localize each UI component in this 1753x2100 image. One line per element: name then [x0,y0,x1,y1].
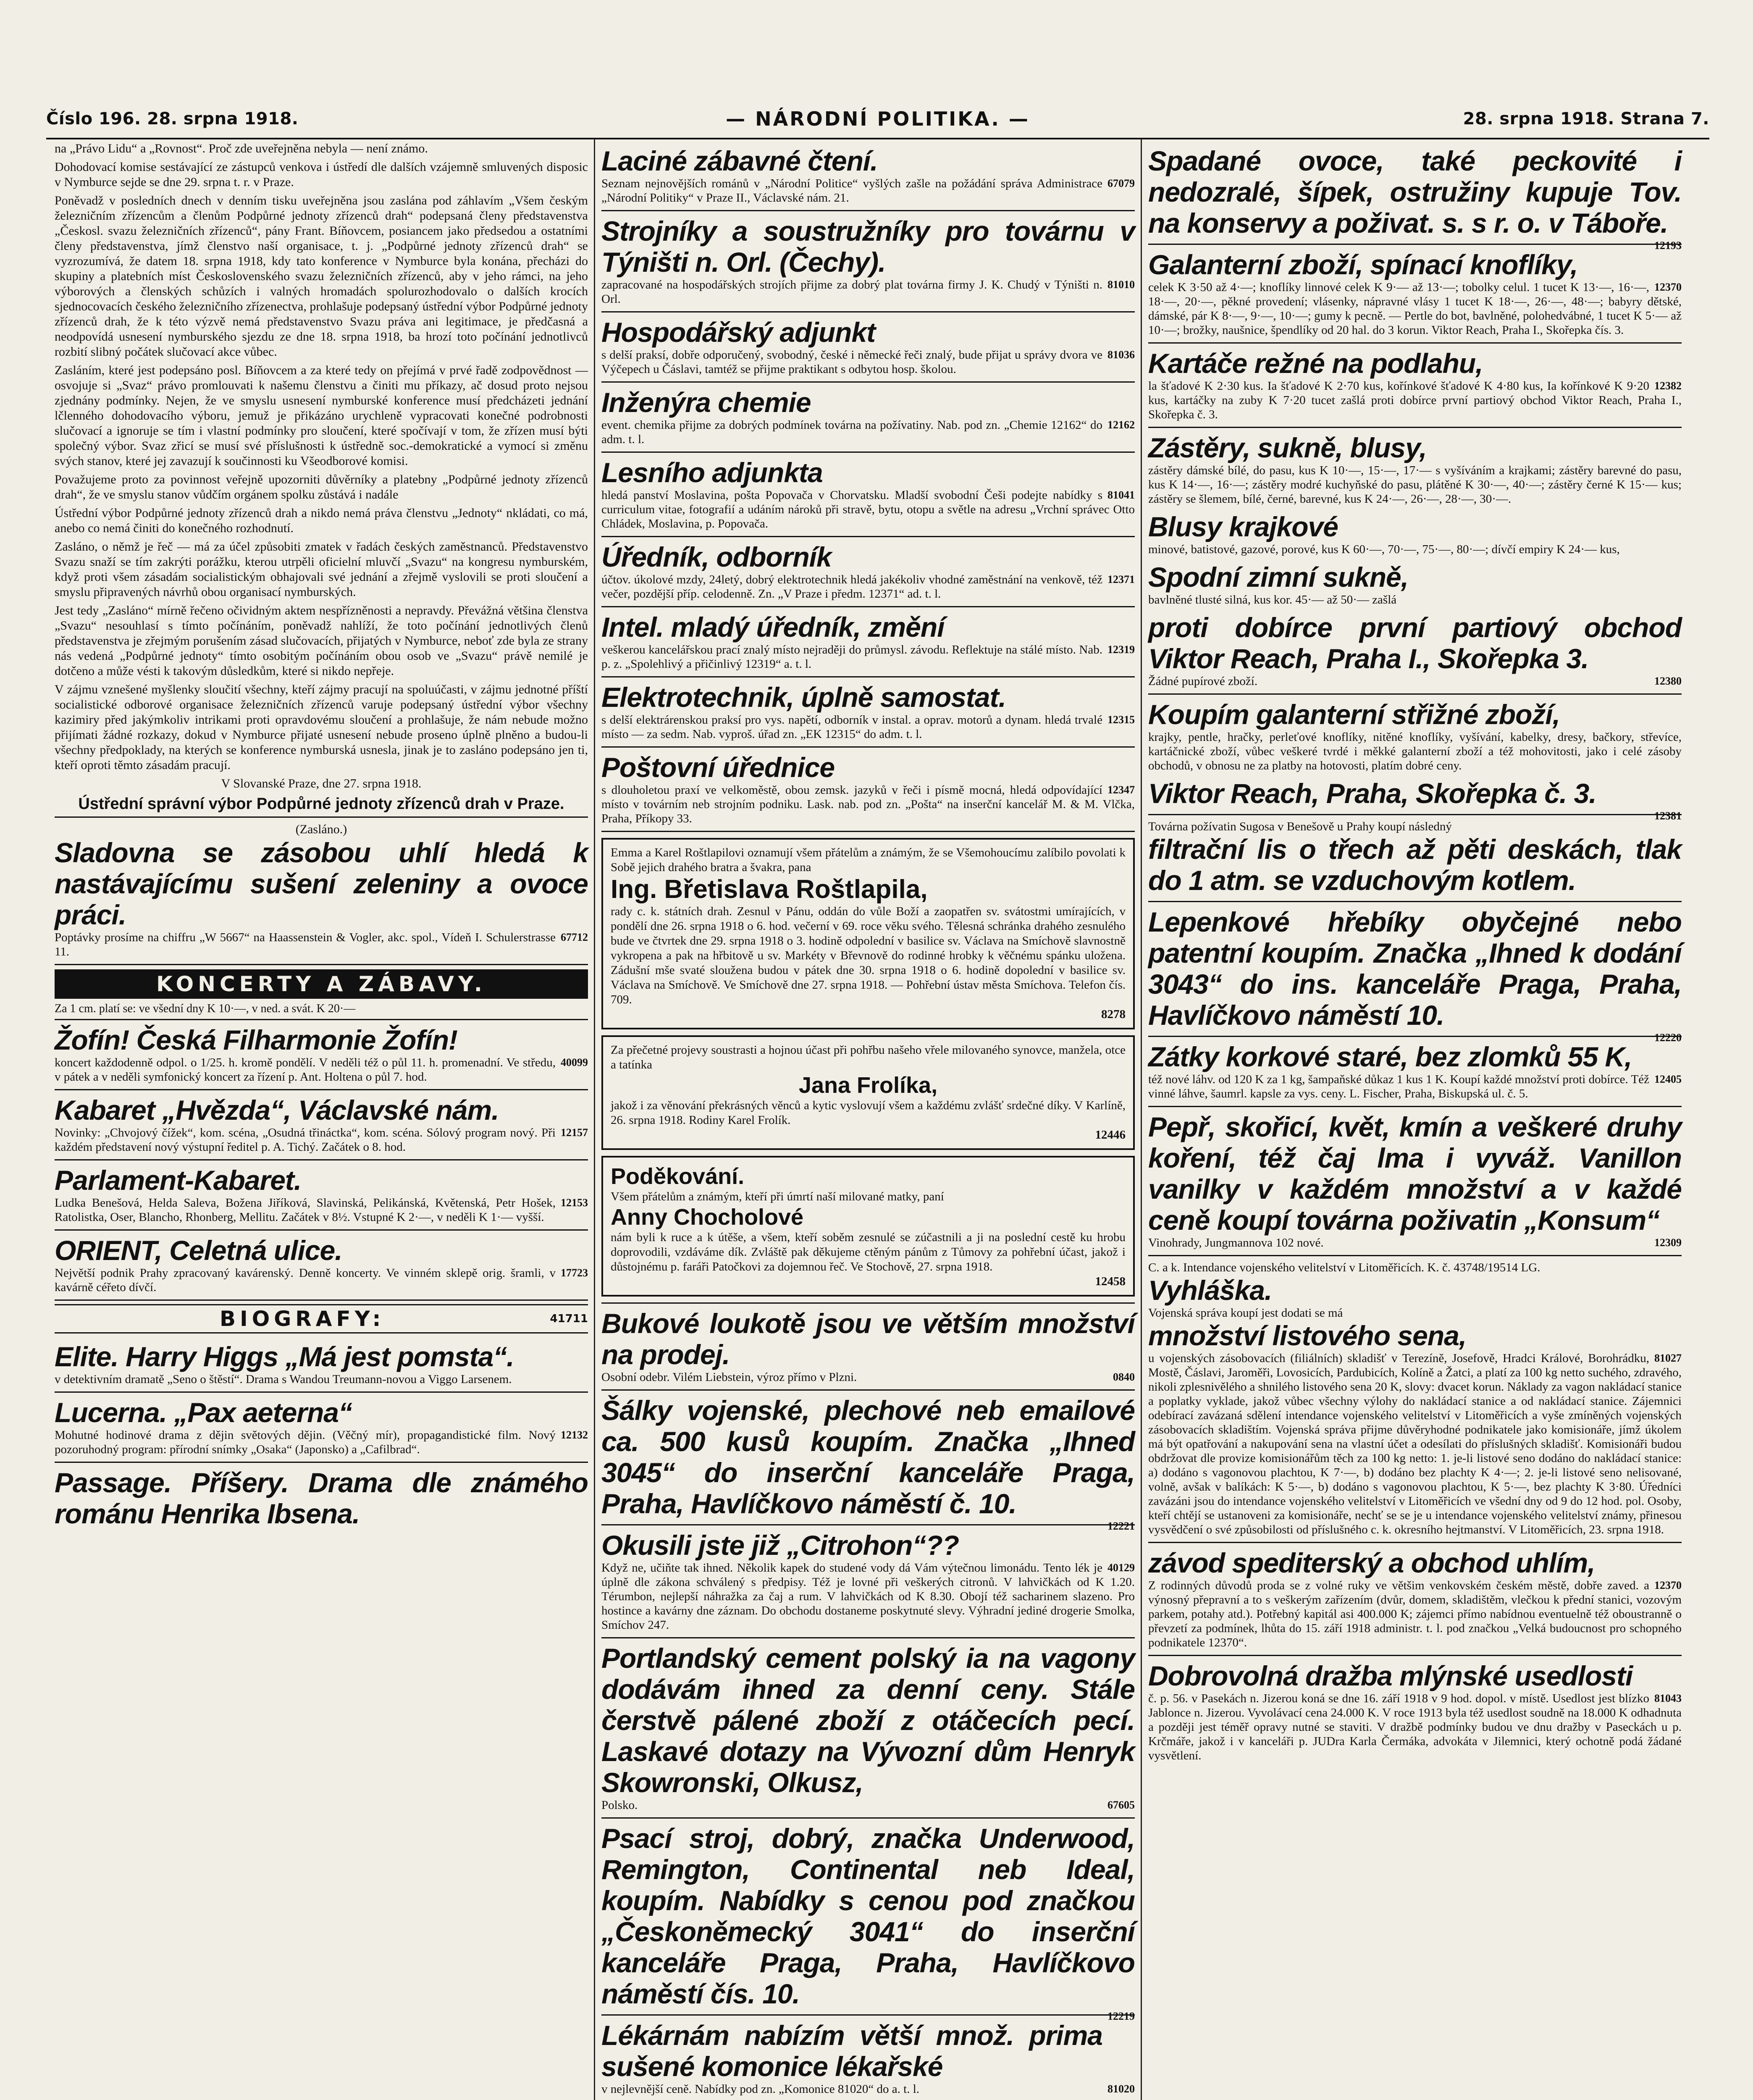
ad-number: 41711 [550,1312,588,1325]
ad-headline: Dobrovolná dražba mlýnské usedlosti [1148,1660,1633,1691]
ad-text: minové, batistové, gazové, porové, kus K 60·—, 70·—, 75·—, 80·—; dívčí empiry K 24·— kus, [1148,543,1620,556]
notice-body: rady c. k. státních drah. Zesnul v Pánu, oddán do vůle Boží a zaopatřen sv. svátostmi umírajících, v pondělí dne 26. srpna 1918 o 6. hod. večerní v 69. roce věku svého. Tělesná schránka drahého zesnulého bude ve čtvrtek dne 29. srpna 1918 o 3. hodině odpolední v basilice sv. Václava na Smíchově slavnostně vykropena a pak na hřbitově u sv. Markéty v Břevnově do rodinné hrobky k věčnému spánku uložena. Zádušní mše svaté sloužena budou v pátek dne 30. srpna 1918 o 6. hodině dopolední v basilice sv. Václava na Smíchově. Ve Smíchově dne 27. srpna 1918. — Pohřební ústav města Smíchova. Telefon čís. 709. [611,905,1126,1006]
notice-intro: Emma a Karel Roštlapilovi oznamují všem přátelům a známým, že se Všemohoucímu zalíbilo povolati k Sobě jejich drahého bratra a švakra, pana [611,846,1126,874]
ad-text: bavlněné tlusté silná, kus kor. 45·— až 50·— zašlá [1148,593,1397,606]
ad-headline: Úředník, odborník [601,541,832,572]
classified-ad [601,141,1135,211]
classified-ad [1148,1656,1682,1768]
ad-headline: proti dobírce první partiový obchod Viktor Reach, Praha I., Skořepka 3. [1148,612,1682,674]
ad-headline: Passage. Příšery. Drama dle známého románu Henrika Ibsena. [55,1467,588,1529]
ad-number: 81027 [1654,1352,1682,1364]
notice-sub: Vojenská správa koupí jest dodati se má [1148,1306,1343,1320]
ad-text: v detektivním dramatě „Seno o štěstí“. Drama s Wandou Treumann-novou a Viggo Larsenem. [55,1373,512,1386]
ad-number: 12370 [1654,281,1682,293]
ad-text: Poptávky prosíme na chiffru „W 5667“ na Haassenstein & Vogler, akc. spol., Vídeň I. Schulerstrasse 11. [55,931,556,958]
ad-headline: Inženýra chemie [601,387,811,418]
ad-text: celek K 3·50 až 4·—; knoflíky linnové celek K 9·— až 13·—; tobolky celul. 1 tucet K 13·—, 16·—, 18·—, 20·—, pěkné provedení; vlásenky, nápravné vlásy 1 tucet K 18·—, 26·—, 48·—; babyry dětské, dámské, pár K 8·—, 9·—, 10·—; gumy k pecně. — Pertle do bot, bavlněné, polohedvábné, 1 tucet K 5·— až 10·—; brožky, naušnice, špendlíky od 20 hal. do 3 korun. Viktor Reach, Praha I., Skořepka čís. 3. [1148,281,1682,337]
ad-headline: Spadané ovoce, také peckovité i nedozralé, šípek, ostružiny kupuje Tov. na konservy a poživat. s. s r. o. v Táboře. [1148,145,1682,239]
ad-text: s delší elektrárenskou praksí pro vys. napětí, odborník v instal. a oprav. motorů a dynam. hledá trvalé místo — za sedm. Nab. vyproš. úřad zn. „EK 12315“ do adm. t. l. [601,713,1102,741]
ad-number: 12162 [1107,419,1135,431]
classified-ad [55,1393,588,1463]
classified-ad [55,1231,588,1301]
ad-headline: Zátky korkové staré, bez zlomků 55 K, [1148,1041,1632,1072]
ad-headline: Strojníky a soustružníky pro továrnu v Týništi n. Orl. (Čechy). [601,215,1135,278]
article-paragraph: na „Právo Lidu“ a „Rovnost“. Proč zde uveřejněna nebyla — není známo. [55,142,428,155]
section-title: BIOGRAFY: [220,1307,385,1331]
ad-number: 12382 [1654,380,1682,392]
ad-headline: Intel. mladý úředník, změní [601,612,945,643]
ad-number: 12132 [561,1429,588,1441]
masthead: — NÁRODNÍ POLITIKA. — [726,108,1030,130]
ad-number: 12458 [1095,1275,1126,1288]
article-paragraph: Zasláno, o němž je řeč — má za účel způsobiti zmatek v řadách českých zaměstnanců. Představenstvo Svazu snaží se tím zakrýti porážku, kterou utrpěli oficielní mluvčí „Svazu“ na kongresu nymburském, když proti všem zásadám socialistickým obhajovali své jednání a zřejmě vyslovili se proti sloučení a smyslu připravených návrhů obou organisací nymburských. [55,540,588,599]
ad-headline: Šálky vojenské, plechové neb emailové ca. 500 kusů koupím. Značka „Ihned 3045“ do inserční kanceláře Praga, Praha, Havlíčkovo náměstí č. 10. [601,1395,1135,1519]
notice-body: u vojenských zásobovacích (filiálních) skladišť v Terezíně, Josefově, Hradci Králové, Borohrádku, Mostě, Čáslavi, Jaroměři, Lovosicích, Pardubicích, Kolíně a Žatci, a platí za 100 kg netto suchého, zdravého, nikoli zplesnivělého a shnilého listového sena 20 K, slovy: dvacet korun. Náklady za vagon nakládací stanice a poplatky vyklade, jakož vůbec všechny výlohy do nakládací stanice a od nakládací stanice. Zájemnici odebírací zavázaná sdělení intendance vojenského velitelství v Litoměřicích a vyše zmíněných vojenských zásobovacích skladištím. Vojenská správa přijme důvěryhodné podnikatele jako komisionáře, jímž úkolem má být opatřování a nakupování sena na vlastní účet a odesílati do příslušných skladišť. Komisionáři budou obdržovat dle provize komisionářům těch za 100 kg netto: 1. je-li listové seno dodáno do nakládací stanice: a) dodáno s vagonovou plachtou, K 7·—, b) dodáno bez plachty K 4·—; 2. je-li listové seno nelisované, volně, avšak v balíkách: K 5·—, b) dodáno s vagonovou plachtou, K 5·—, bez plachty K 3·80. Úředníci zavázáni jsou do intendance vojenského velitelství v Litoměřicích ve všední dny od 9 do 12 hod. pol. Osoby, kteří chtějí se ustanoveni za komisionáře, nechť se se je u intendance vojenského velitelství známy, přinesou vysvědčení o své způsobilosti od příslušného c. k. okresního hejtmanství. V Litoměřicích, 23. srpna 1918. [1148,1352,1682,1536]
page-date: 28. srpna 1918. Strana 7. [1463,109,1709,129]
ad-text: Vinohrady, Jungmannova 102 nové. [1148,1236,1324,1250]
article-paragraph: Zasláním, které jest podepsáno posl. Bíňovcem a za které tedy on přejímá v prvé řadě zodpovědnost — osvojuje si „Svaz“ právo promlouvati k našemu členstvu a činiti mu příkazy, ač dosud proto nejsou zjednány podmínky. Nejen, že ve smyslu usnesení nymburské konference musí předcházeti jednání lčlenného dohodovacího výboru, jemuž je přikázáno urychleně vypracovati konečné podrobnosti slučovací a ignoruje se tím i vlastní podmínky pro sloučení, které spočívají v tom, že zřízen musí býti společný výbor. Svaz zřicí se musí své příslušnosti k ústředně soc.-demokratické a vymocí si změnu svých stanov, které jej zavazují k součinnosti ku Všeodborové komisi. [55,363,588,468]
ad-text: veškerou kancelářskou prací znalý místo nejraději do průmysl. závodu. Reflektuje na stálé místo. Nab. p. z. „Spolehlivý a přičinlivý 12319“ a. t. l. [601,643,1102,671]
ad-text: zapracované na hospodářských strojích přijme za dobrý plat továrna firmy J. K. Chudý v Týništi n. Orl. [601,278,1102,306]
notice-intro: C. a k. Intendance vojenského velitelství v Litoměřicích. K. č. 43748/19514 LG. [1148,1261,1540,1274]
article-paragraph: Ústřední výbor Podpůrné jednoty zřízenců drah a nikdo nemá práva členstvu „Jednoty“ nkládati, co má, anebo co nemá činiti do konečného rozhodnutí. [55,506,588,535]
classified-ad [1148,778,1682,822]
ad-text: též nové láhv. od 120 K za 1 kg, šampaňské důkaz 1 kus 1 K. Koupí každé množství proti dobírce. Též vinné láhve, šaumrl. kapsle za vys. ceny. L. Fischer, Praha, Biskupská ul. č. 5. [1148,1073,1649,1100]
article-dateline: V Slovanské Praze, dne 27. srpna 1918. [221,777,422,790]
classified-ad [1148,815,1682,902]
ad-headline: Okusili jste již „Citrohon“?? [601,1530,959,1561]
ad-text: event. chemika přijme za dobrých podmínek továrna na požívatiny. Nab. pod zn. „Chemie 12162“ do adm. t. l. [601,418,1102,446]
ad-number: 12319 [1107,643,1135,656]
classified-ad [1148,344,1682,428]
ad-headline: Portlandský cement polský ia na vagony dodávám ihned za denní ceny. Stále čerstvě pálené zboží z otáčecích pecí. Laskavé dotazy na Vývozní dům Henryk Skowronski, Olkusz, [601,1643,1135,1798]
ad-headline: ORIENT, Celetná ulice. [55,1235,342,1266]
classified-ad [1148,902,1682,1044]
ad-headline: Lesního adjunkta [601,457,823,488]
ad-headline: Laciné zábavné čtení. [601,145,878,176]
ad-number: 17723 [561,1267,588,1279]
ad-number: 12371 [1107,573,1135,585]
classified-ad [1148,695,1682,778]
ad-headline: Lucerna. „Pax aeterna“ [55,1397,352,1428]
ad-number: 12347 [1107,784,1135,796]
ad-text: s dlouholetou praxí ve velkoměstě, obou zemsk. jazyků v řeči i písmě mocná, hledá odpovídající místo v továrním neb strojním podniku. Lask. nab. pod zn. „Pošta“ na inserční kancelář M. & M. Vlčka, Praha, Příkopy 33. [601,783,1135,825]
thanks-notice [601,1156,1135,1297]
ad-text: Seznam nejnovějších románů v „Národní Politice“ vyšlých zašle na požádání správa Administrace „Národní Politiky“ v Praze II., Václavské nám. 21. [601,177,1102,205]
classified-ad [55,1463,588,1534]
ad-text: Osobní odebr. Vilém Liebstein, výroz přímo v Plzni. [601,1370,857,1384]
classified-ad [1148,562,1682,612]
classified-ad [601,1819,1135,2022]
ad-text: v nejlevnější ceně. Nabídky pod zn. „Komonice 81020“ do a. t. l. [601,2082,920,2096]
article-signature: Ústřední správní výbor Podpůrné jednoty zřízenců drah v Praze. [78,795,564,813]
notice-name: Jana Frolíka, [798,1073,938,1098]
article-paragraph: Považujeme proto za povinnost veřejně upozorniti důvěrníky a platebny „Podpůrné jednoty zřízenců drah“, že ve smyslu stanov vůdčím orgánem spolku zůstává i nadále [55,472,588,501]
ad-text: Největší podnik Prahy zpracovaný kavárenský. Denně koncerty. Ve vinném sklepě orig. šramli, v kavárně céřeto dívčí. [55,1266,556,1294]
ad-headline: Parlament-Kabaret. [55,1165,302,1196]
ad-number: 81010 [1107,278,1135,291]
section-header-koncerty: KONCERTY A ZÁBAVY. [55,969,588,999]
notice-body: jakož i za věnování překrásných věnců a kytic vyslovují všem a každému zvlášť srdečné díky. V Karlíně, 26. srpna 1918. Rodiny Karel Frolík. [611,1099,1126,1127]
notice-intro: Za přečetné projevy soustrasti a hojnou účast při pohřbu našeho vřele milovaného synovce, manžela, otce a tatínka [611,1043,1126,1071]
ad-headline: Elektrotechnik, úplně samostat. [601,682,1006,713]
zaslano-label: (Zasláno.) [295,822,347,836]
ad-headline: Lékárnám nabízím větší množ. prima sušené komonice lékařské [601,2020,1102,2082]
article-paragraph: Poněvadž v posledních dnech v denním tisku uveřejněna jsou zaslána pod záhlavím „Všem českým železničním zřízencům a členům Podpůrné jednoty zřízenců drah“ podepsaná členy představenstva „Českosl. svazu železničních zřízenců“, pány Frant. Bíňovcem, posiancem jako předsedou a ostatními členy představenstva, jímž členstvo naší organisace, t. j. „Podpůrné jednoty zřízenců drah“ se vyzrozumívá, že datem 18. srpna 1918, kdy tato konference v Nymburce byla konána, přecházi do skupiny a platebních míst Československého svazu železničních zřízenců, aby v jeho rámci, na jeho výborových a členských schůzích i valných hromadách spolurozhodovalo o dalších krocích sjednocovacích českého železničního zřízenectva, prohlašuje podepsaný ústřední výbor Podpůrné jednoty zřízenců drah, že k této výzvě nemá představenstvo Svazu práva ani legitimace, je předčasná a neodpovídá usnesení nymburského sjezdu ze dne 18. srpna 1918, ba hrozí toto počínání jednotlivců rozbití slibný počátek slučovací akce vůbec. [55,194,588,359]
classified-ad [601,1525,1135,1638]
ad-headline: Žofín! Česká Filharmonie Žofín! [55,1024,458,1055]
article-paragraph: Jest tedy „Zasláno“ mírně řečeno očividným aktem nespřízněnosti a nepravdy. Převážná většina členstva „Svazu“ nesouhlasí s tímto počínáním, poněvadž nahlíží, že toto počínání jednotlivých členů představenstva je zřejmým porušením zásad slučovacích, přijatých v Nymburce, neboť zde byla ze strany nás vedená „Podpůrné jednoty“ tímto osobitým počínáním obou osob ve „Svazu“ právě nemilé je dotčeno a může vésti k takovým důsledkům, které si nikdo nepřeje. [55,604,588,678]
ad-number: 40129 [1107,1562,1135,1574]
ad-headline: Lepenkové hřebíky obyčejné nebo patentní koupím. Značka „Ihned k dodání 3043“ do ins. kanceláře Praga, Praha, Havlíčkovo náměstí 10. [1148,906,1682,1031]
classified-ad [1148,245,1682,344]
ad-headline: Koupím galanterní střižné zboží, [1148,699,1560,730]
classified-ad [601,453,1135,537]
ad-number: 67712 [561,931,588,943]
notice-name: Anny Chocholové [611,1205,804,1230]
classified-ad [1148,1543,1682,1656]
ad-text: s delší praksí, dobře odporučený, svobodný, české i německé řeči znalý, bude přijat u správy dvora ve Výčepech u Čáslavi, tamtéž se přijme praktikant s odbytou hosp. školou. [601,348,1102,376]
article-paragraph: Dohodovací komise sestávající ze zástupců venkova i ústředí dle dalších vzájemně smluvených disposic v Nymburce sejde se dne 29. srpna t. r. v Praze. [55,160,588,189]
classified-ad [55,1020,588,1090]
ad-text: la šťadové K 2·30 kus. Ia šťadové K 2·70 kus, kořínkové šťadové K 4·80 kus, Ia kořínkové K 9·20 kus, kartáčky na zuby K 7·20 tucet zašlá proti dobírce první partiový obchod Viktor Reach, Praha I., Skořepka č. 3. [1148,379,1682,421]
ad-headline: filtrační lis o třech až pěti deskách, tlak do 1 atm. se vzduchovým kotlem. [1148,834,1682,896]
ad-headline: Poštovní úřednice [601,752,835,783]
ad-text: Z rodinných důvodů proda se z volné ruky ve většim venkovském českém městě, dobře zaved. a výnosný přepravní a to s veškerým zařízením (dvůr, domem, skladištěm, vlečkou k přední stanici, vozovým parkem, potahy atd.). Potřebný kapitál asi 400.000 K; zájemci přímo nabídnou eventuelně též oboustranně o převzetí za podmínek, lhůta do 15. září 1918 administr. t. l. pod značkou „Velká budoucnost pro schopného podnikatele 12370“. [1148,1579,1682,1649]
ad-number: 8278 [1101,1008,1126,1021]
classified-ad [601,1638,1135,1819]
ad-headline: Blusy krajkové [1148,511,1338,542]
obituary-notice [601,838,1135,1029]
classified-ad [601,1302,1135,1391]
classified-ad [601,211,1135,312]
ad-number: 67605 [1107,1799,1135,1811]
ad-number: 67079 [1107,177,1135,189]
ad-headline: Galanterní zboží, spínací knoflíky, [1148,249,1578,280]
ad-number: 12381 [1654,810,1682,822]
ad-number: 12220 [1654,1032,1682,1044]
public-notice [1148,1256,1682,1543]
ad-text: koncert každodenně odpol. o 1/25. h. kromě pondělí. V neděli též o půl 11. h. promenadní. Ve středu, v pátek a v neděli symfonický koncert za řízení p. Ant. Holtena o půl 7. hod. [55,1056,556,1084]
ad-number: 81041 [1107,489,1135,501]
ad-text: Novinky: „Chvojový čížek“, kom. scéna, „Osudná třináctka“, kom. scéna. Sólový program nový. Při každém představení nový výstupní ředitel p. A. Tichý. Začátek o 8. hod. [55,1126,556,1154]
classified-ad [1148,612,1682,695]
ad-number: 12153 [561,1197,588,1209]
ad-text: Polsko. [601,1798,638,1812]
ad-headline: Zástěry, sukně, blusy, [1148,432,1427,463]
classified-ad [601,1391,1135,1532]
page-header [46,100,1709,138]
ad-headline: Kabaret „Hvězda“, Václavské nám. [55,1095,499,1126]
notice-intro: Všem přátelům a známým, kteří při úmrtí naší milované matky, paní [611,1190,944,1203]
ad-headline: závod spediterský a obchod uhlím, [1148,1547,1595,1578]
column-middle [601,141,1135,2100]
ad-number: 40099 [561,1056,588,1068]
ad-headline: Elite. Harry Higgs „Má jest pomsta“. [55,1341,514,1372]
classified-ad [1148,1107,1682,1256]
column-divider [1141,139,1142,2100]
classified-ad [55,1090,588,1160]
classified-ad [601,607,1135,677]
ad-headline: Bukové loukotě jsou ve větším množství na prodej. [601,1308,1135,1370]
ad-text: krajky, pentle, hračky, perleťové knoflíky, nitěné knoflíky, vyšívání, kabelky, dresy, bačkory, střevíce, kartáčnické zboží, vůbec veškeré tvrdé i měkké galanterní zboží a též mohovitosti, jako i celé zásoby obchodů, v obnosu ne za platby na hotovosti, platím dobré ceny. [1148,730,1682,772]
notice-title: Poděkování. [611,1164,745,1189]
classified-ad [55,1337,588,1393]
ad-number: 12405 [1654,1073,1682,1085]
ad-headline: Pepř, skořicí, květ, kmín a veškeré druhy koření, též čaj lma i vyváž. Vanillon vanilky v každém množství a v každé ceně koupí továrna poživatin „Konsum“ [1148,1111,1682,1236]
ad-text: Žádné pupírové zboží. [1148,675,1258,688]
article-paragraph: V zájmu vznešené myšlenky sloučití všechny, kteří zájmy pracují na spoluúčasti, v zájmu jednotné příští socialistické odborové organisace železničních zřízenců varuje podepsaný ústřední výbor všechny kazimiry před jakýmkoliv intrikami proti opravdovému sloučení a prohlašuje, že nám nebude možno přijímati žádné rozkazy, dokud v Nymburce přijaté usnesení nebude proseno úplně plněno a budou-li všechny předpoklady, na kterých se konference nymburská usnesla, jinak je to zasláno podepsáno jen ti, kteří oproti těmto zásadám pracují. [55,682,588,772]
ad-number: 12193 [1654,239,1682,252]
ad-headline: Kartáče režné na podlahu, [1148,348,1483,379]
classified-ad [55,1160,588,1231]
ad-text: Továrna požívatin Sugosa v Benešově u Prahy koupí následný [1148,820,1452,833]
ad-number: 12157 [561,1126,588,1139]
classified-ad [601,748,1135,832]
classified-ad [55,816,588,965]
thanks-notice [601,1035,1135,1150]
classified-ad [601,383,1135,453]
classified-ad [1148,1037,1682,1107]
ad-text: zástěry dámské bílé, do pasu, kus K 10·—, 15·—, 17·— s vyšíváním a krajkami; zástěry barevné do pasu, kus K 14·—, 16·—; zástěry modré kuchyňské do pasu, plátěné K 30·—, 40·—; zástěry černé K 15·— kus; zástěry se šlemem, bílé, černé, barevné, kus K 24·—, 26·—, 28·—, 30·—. [1148,464,1682,506]
ad-number: 12315 [1107,714,1135,726]
column-right [1148,141,1682,2100]
notice-title: Vyhláška. [1148,1275,1272,1306]
ad-headline: Sladovna se zásobou uhlí hledá k nastávajícímu sušení zeleniny a ovoce práci. [55,837,588,930]
ad-number: 12380 [1654,675,1682,687]
ad-number: 12446 [1095,1128,1126,1142]
ad-number: 81036 [1107,349,1135,361]
issue-number: Číslo 196. 28. srpna 1918. [46,109,299,129]
ad-number: 12309 [1654,1236,1682,1249]
ad-text: účtov. úkolové mzdy, 24letý, dobrý elektrotechnik hledá jakékoliv vhodné zaměstnání na venkově, též večer, pozdější příp. celodenně. Zn. „V Praze i předm. 12371“ ad. t. l. [601,573,1102,601]
notice-name: Ing. Břetislava Roštlapila, [611,875,928,904]
header-rule [46,138,1709,139]
ad-text: Když ne, učiňte tak ihned. Několik kapek do studené vody dá Vám výtečnou limonádu. Tento lék je úplně dle zákona schválený s předpisy. Též je lovné při veškerých citronů. V lahvičkách od K 1.20. Térumbon, nejlepší náhražka za čaj a rum. V lahvičkách od K 8.30. Obojí též sacharinem slazeno. Pro hostince a kavárny dne záznam. Do obchodu dostaneme poskytnuté slevy. Výhradní jediné drogerie Smolka, Smíchov 247. [601,1561,1135,1632]
classified-ad [601,2016,1135,2100]
classified-ad [601,537,1135,607]
notice-body: nám byli k ruce a k útěše, a všem, kteří soběm zesnulé se zúčastnili a ji na poslední cestě ku hrobu doprovodili, vzdáváme dík. Zvláště pak děkujeme ctěným pánům z Tůmovy za pohřební účast, jakož i důstojnému p. faráři Patočkovi za dojemnou řeč. Ve Stochově, 27. srpna 1918. [611,1231,1126,1273]
ad-text: hledá panství Moslavina, pošta Popovača v Chorvatsku. Mladší svobodní Češi podejte nabídky s curriculum vitae, fotografií a udáním nároků při stravě, bytu, otopu a světle na adresu „Vrchní správec Otto Chládek, Moslavina, p. Popovača. [601,488,1135,530]
ad-number: 81020 [1107,2083,1135,2095]
classified-ad [601,312,1135,383]
classified-ad [1148,428,1682,511]
classified-ad [1148,141,1682,252]
notice-headline: množství listového sena, [1148,1320,1467,1351]
ad-headline: Hospodářský adjunkt [601,317,876,348]
section-header-biografy [55,1304,588,1334]
ad-text: č. p. 56. v Pasekách n. Jizerou koná se dne 16. září 1918 v 9 hod. dopol. v místě. Usedlost jest blízko Jablonce n. Jizerou. Vyvolávací cena 24.000 K. V roce 1913 byla též usedlost soudně na 18.000 K odhadnuta a později jest téměř opravy nutné se staviti. V dražbě podmínky budou ve dnu dražby v Paseckách u p. Krčmáře, jakož i v kanceláři p. JUDra Karla Čermáka, advokáta v Jilemnici, který ochotně podá žádané vysvětlení. [1148,1692,1682,1762]
ad-number: 12221 [1107,1520,1135,1532]
ad-headline: Viktor Reach, Praha, Skořepka č. 3. [1148,778,1596,809]
column-left [55,141,588,2100]
ad-text: Ludka Benešová, Helda Saleva, Božena Jiříková, Slavinská, Pelikánská, Květenská, Petr Hošek, Ratolistka, Oser, Blancho, Rhonberg, Mellitu. Začátek v 8½. Vstupné K 2·—, v neděli K 1·— vyšší. [55,1196,556,1224]
ad-number: 81043 [1654,1692,1682,1704]
ad-headline: Psací stroj, dobrý, značka Underwood, Remington, Continental neb Ideal, koupím. Nabídky s cenou pod značkou „Českoněmecký 3041“ do inserční kanceláře Praga, Praha, Havlíčkovo náměstí čís. 10. [601,1823,1135,2009]
classified-ad [1148,511,1682,562]
ad-number: 12370 [1654,1579,1682,1591]
classified-ad [601,677,1135,748]
ad-number: 12219 [1107,2010,1135,2022]
ad-number: 0840 [1113,1371,1135,1383]
ad-text: Mohutné hodinové drama z dějin světových dějin. (Věčný mír), propagandistické film. Nový pozoruhodný program: přírodní snímky „Osaka“ (Japonsko) a „Cafilbrad“. [55,1428,556,1456]
ad-headline: Spodní zimní sukně, [1148,562,1409,593]
price-note: Za 1 cm. platí se: ve všední dny K 10·—, v ned. a svát. K 20·— [55,1001,588,1020]
column-divider [594,139,595,2100]
